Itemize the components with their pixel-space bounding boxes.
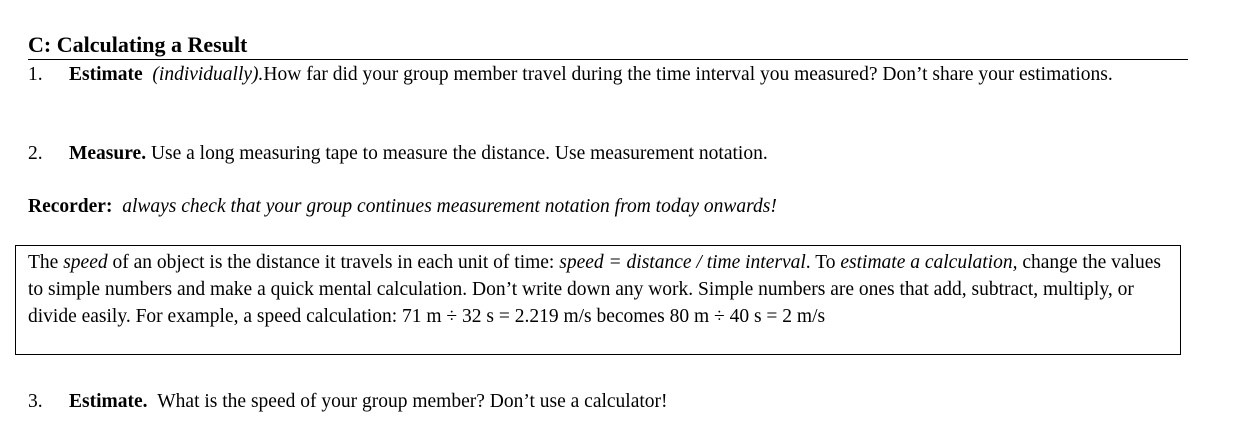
title-underline — [28, 59, 1188, 60]
item-text: What is the speed of your group member? Don’t use a calculator! — [157, 391, 668, 412]
item-label: Estimate. — [69, 391, 148, 412]
item-label: Estimate — [69, 64, 143, 85]
item-body — [69, 388, 1188, 415]
item-number: 1. — [28, 64, 43, 85]
speed-formula: speed = distance / time interval — [559, 252, 806, 273]
item-body — [69, 61, 1188, 88]
text-segment: of an object is the distance it travels in each unit of time: — [107, 252, 560, 273]
text-segment: The — [28, 252, 64, 273]
item-number: 2. — [28, 143, 43, 164]
item-label: Measure. — [69, 143, 147, 164]
instruction-item-2 — [28, 140, 1188, 167]
item-number: 3. — [28, 391, 43, 412]
text-segment: change the values to simple numbers and make a quick mental calculation. Don’t write down any work. Simple numbers are ones that add, subtract, multiply, or divide easily. For example, a speed calculation: 71 m ÷ 32 s = 2.219 m/s becomes 80 m ÷ 40 s = 2 m/s — [28, 252, 1161, 327]
text-segment: . To — [805, 252, 841, 273]
recorder-label: Recorder: — [28, 196, 113, 217]
item-body — [69, 140, 1188, 167]
item-qualifier: (individually). — [152, 64, 264, 85]
term-estimate: estimate a calculation, — [840, 252, 1018, 273]
speed-definition-box — [15, 245, 1181, 355]
recorder-text: always check that your group continues measurement notation from today onwards! — [122, 196, 777, 217]
instruction-item-1 — [28, 61, 1188, 88]
item-text: Use a long measuring tape to measure the distance. Use measurement notation. — [150, 143, 768, 164]
speed-definition-text — [28, 249, 1168, 330]
instruction-item-3 — [28, 388, 1188, 415]
recorder-note — [28, 193, 1188, 220]
section-title: C: Calculating a Result — [28, 32, 248, 57]
term-speed: speed — [63, 252, 108, 273]
item-text: How far did your group member travel during the time interval you measured? Don’t share your estimations. — [263, 64, 1113, 85]
